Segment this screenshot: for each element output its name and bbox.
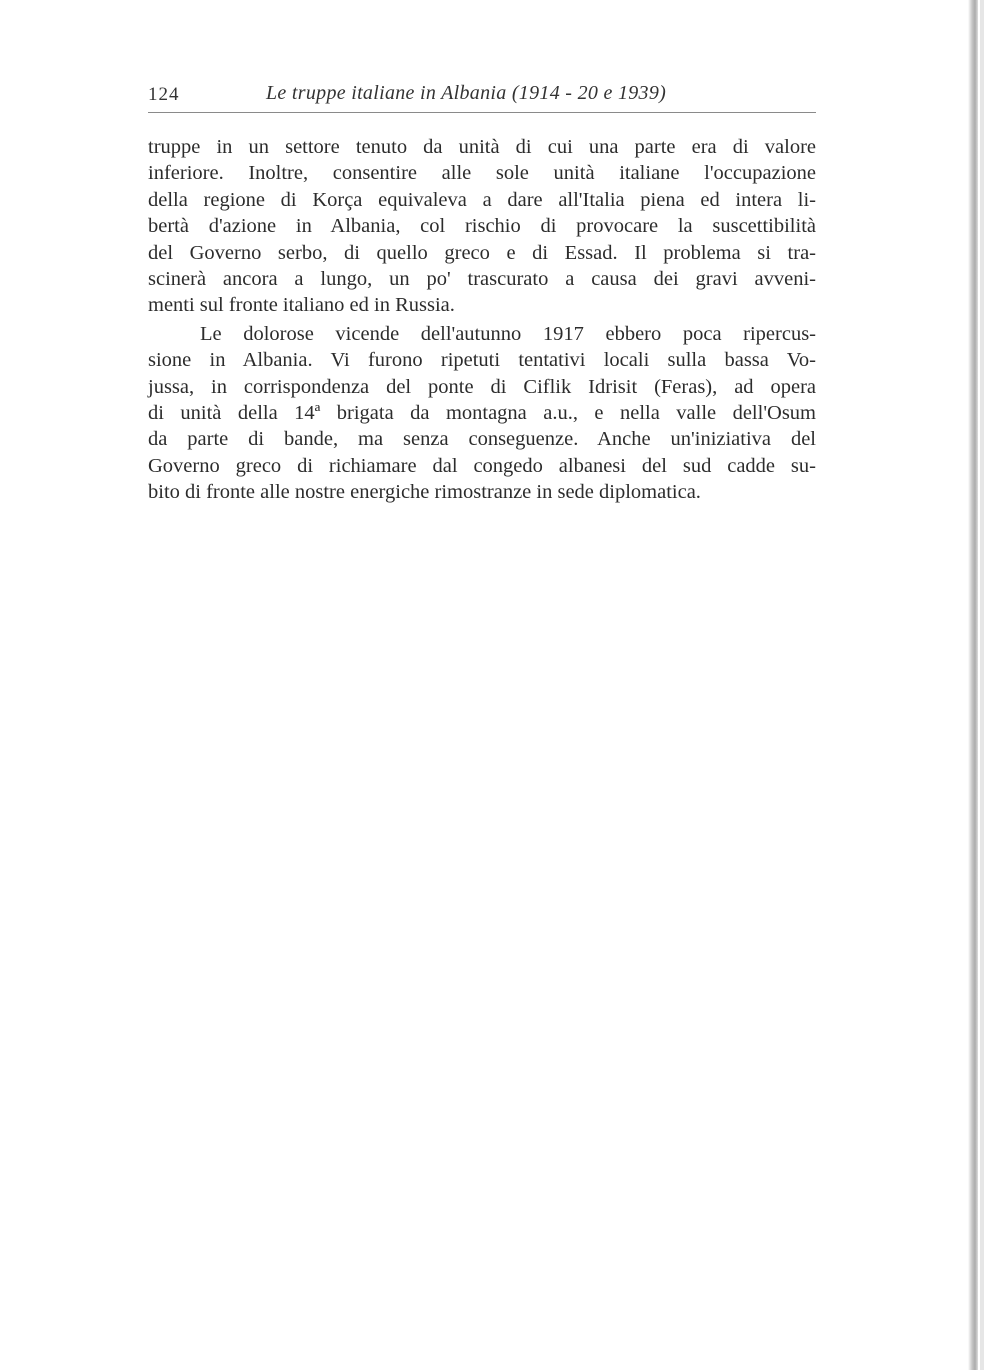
page-edge-shadow (968, 0, 978, 1370)
text-line: inferiore. Inoltre, consentire alle sole unità italiane l'occupazione (148, 162, 816, 185)
text-line: sione in Albania. Vi furono ripetuti tentativi locali sulla bassa Vo- (148, 349, 816, 372)
text-line: del Governo serbo, di quello greco e di Essad. Il problema si tra- (148, 241, 816, 264)
text-line: da parte di bande, ma senza conseguenze. Anche un'iniziativa del (148, 428, 816, 451)
text-line: scinerà ancora a lungo, un po' trascurato a causa dei gravi avveni- (148, 268, 816, 291)
text-line: Governo greco di richiamare dal congedo albanesi del sud cadde su- (148, 454, 816, 477)
paragraph-2 (148, 321, 816, 506)
text-line: della regione di Korça equivaleva a dare all'Italia piena ed intera li- (148, 188, 816, 211)
page-header (148, 78, 816, 108)
page-edge (980, 0, 984, 1370)
header-divider (148, 112, 816, 113)
text-line: bito di fronte alle nostre energiche rimostranze in sede diplomatica. (148, 481, 701, 504)
paragraph-1 (148, 134, 816, 319)
text-line: menti sul fronte italiano ed in Russia. (148, 294, 455, 317)
body-text (148, 134, 816, 506)
text-line: di unità della 14ª brigata da montagna a.u., e nella valle dell'Osum (148, 402, 816, 425)
page-number: 124 (148, 84, 180, 105)
text-line: Le dolorose vicende dell'autunno 1917 ebbero poca ripercus- (200, 322, 816, 345)
text-line: jussa, in corrispondenza del ponte di Ciflik Idrisit (Feras), ad opera (148, 375, 816, 398)
running-title: Le truppe italiane in Albania (1914 - 20 e 1939) (266, 82, 667, 104)
text-line: bertà d'azione in Albania, col rischio di provocare la suscettibilità (148, 215, 816, 238)
text-line: truppe in un settore tenuto da unità di cui una parte era di valore (148, 136, 816, 158)
